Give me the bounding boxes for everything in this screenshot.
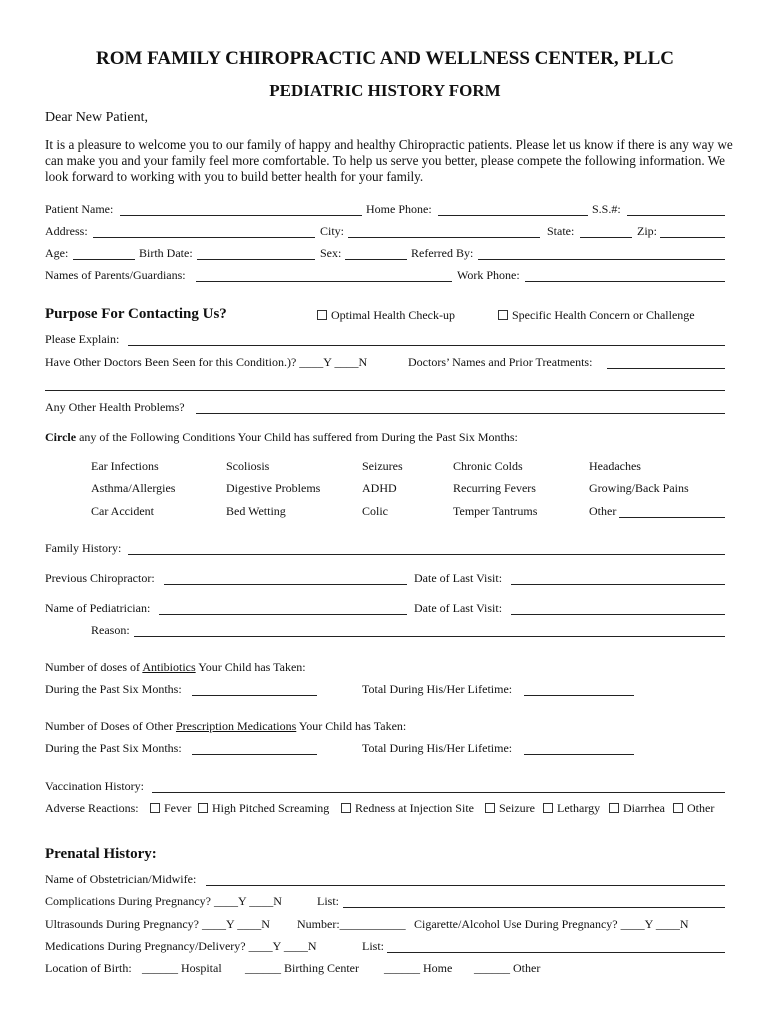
medications-list-field[interactable] [387,952,725,953]
sex-label: Sex: [320,246,342,260]
ped-last-visit-label: Date of Last Visit: [414,601,503,615]
salutation: Dear New Patient, [45,110,149,125]
checkbox-icon [150,803,160,813]
prev-chiro-label: Previous Chiropractor: [45,571,155,585]
parents-label: Names of Parents/Guardians: [45,268,186,282]
condition-item[interactable]: Bed Wetting [226,504,286,518]
state-field[interactable] [580,237,632,238]
pediatrician-field[interactable] [159,614,407,615]
referred-by-field[interactable] [478,259,725,260]
checkbox-icon [317,310,327,320]
conditions-intro-text: any of the Following Conditions Your Child has suffered from During the Past Six Months: [76,430,518,444]
seizure-option[interactable] [485,802,535,814]
pediatrician-label: Name of Pediatrician: [45,601,151,615]
prescriptions-term: Prescription Medications [175,719,297,733]
prescriptions-lifetime-label: Total During His/Her Lifetime: [362,741,513,755]
condition-item[interactable]: Chronic Colds [453,459,523,473]
other-reaction-option[interactable] [673,802,714,814]
birth-location-label: Location of Birth: [45,961,132,975]
patient-name-field[interactable] [120,215,362,216]
obstetrician-label: Name of Obstetrician/Midwife: [45,872,197,886]
prescriptions-question [45,720,406,732]
doctors-names-field-2[interactable] [45,390,725,391]
birth-date-field[interactable] [197,259,315,260]
explain-field[interactable] [128,345,725,346]
checkbox-icon [673,803,683,813]
seizure-label: Seizure [499,801,535,815]
work-phone-field[interactable] [525,281,725,282]
ultrasound-number-label: Number:___________ [297,917,406,931]
condition-item[interactable]: Colic [362,504,388,518]
circle-word: Circle [45,430,77,444]
work-phone-label: Work Phone: [457,268,520,282]
complications-list-label: List: [317,894,340,908]
cigarette-alcohol-label: Cigarette/Alcohol Use During Pregnancy? ____Y ____N [414,917,689,931]
antibiotics-term: Antibiotics [142,660,196,674]
antibiotics-six-months-field[interactable] [192,695,317,696]
birthing-center-option[interactable]: ______ Birthing Center [245,961,359,975]
antibiotics-pre: Number of doses of [45,660,143,674]
conditions-intro [45,431,518,443]
purpose-heading: Purpose For Contacting Us? [45,306,227,322]
fever-option[interactable] [150,802,191,814]
high-pitched-screaming-option[interactable] [198,802,329,814]
prescriptions-six-months-label: During the Past Six Months: [45,741,182,755]
specific-concern-option[interactable] [498,309,695,321]
redness-option[interactable] [341,802,474,814]
lethargy-label: Lethargy [557,801,601,815]
antibiotics-question [45,661,306,673]
other-problems-label: Any Other Health Problems? [45,400,185,414]
specific-concern-label: Specific Health Concern or Challenge [512,308,695,322]
explain-label: Please Explain: [45,332,120,346]
sex-field[interactable] [345,259,407,260]
medications-list-label: List: [362,939,385,953]
checkbox-icon [341,803,351,813]
other-condition-field[interactable] [619,517,725,518]
reason-field[interactable] [134,636,725,637]
age-field[interactable] [73,259,135,260]
diarrhea-option[interactable] [609,802,665,814]
condition-item[interactable]: Temper Tantrums [453,504,538,518]
optimal-health-label: Optimal Health Check-up [331,308,455,322]
checkbox-icon [198,803,208,813]
screaming-label: High Pitched Screaming [212,801,330,815]
other-birth-option[interactable]: ______ Other [474,961,541,975]
home-phone-label: Home Phone: [366,202,432,216]
birth-date-label: Birth Date: [139,246,193,260]
antibiotics-post: Your Child has Taken: [195,660,306,674]
chiro-last-visit-field[interactable] [511,584,725,585]
prenatal-heading: Prenatal History: [45,846,157,862]
redness-label: Redness at Injection Site [355,801,474,815]
zip-label: Zip: [637,224,657,238]
checkbox-icon [498,310,508,320]
checkbox-icon [609,803,619,813]
antibiotics-six-months-label: During the Past Six Months: [45,682,182,696]
complications-label: Complications During Pregnancy? ____Y ____N [45,894,282,908]
condition-item[interactable]: Headaches [589,459,641,473]
family-history-field[interactable] [128,554,725,555]
city-field[interactable] [348,237,540,238]
fever-label: Fever [164,801,192,815]
chiro-last-visit-label: Date of Last Visit: [414,571,503,585]
hospital-option[interactable]: ______ Hospital [142,961,222,975]
complications-list-field[interactable] [343,907,725,908]
zip-field[interactable] [660,237,725,238]
antibiotics-lifetime-label: Total During His/Her Lifetime: [362,682,513,696]
vaccination-label: Vaccination History: [45,779,144,793]
referred-by-label: Referred By: [411,246,474,260]
prev-chiro-field[interactable] [164,584,407,585]
doctors-names-label: Doctors’ Names and Prior Treatments: [408,355,593,369]
antibiotics-lifetime-field[interactable] [524,695,634,696]
ss-label: S.S.#: [592,202,621,216]
condition-item[interactable]: Ear Infections [91,459,159,473]
other-doctors-label: Have Other Doctors Been Seen for this Condition.)? ____Y ____N [45,355,368,369]
condition-item[interactable]: Car Accident [91,504,154,518]
prescriptions-post: Your Child has Taken: [296,719,407,733]
other-reaction-label: Other [687,801,715,815]
doctors-names-field[interactable] [607,368,725,369]
prescriptions-six-months-field[interactable] [192,754,317,755]
prescriptions-lifetime-field[interactable] [524,754,634,755]
checkbox-icon [485,803,495,813]
ultrasounds-label: Ultrasounds During Pregnancy? ____Y ____N [45,917,270,931]
family-history-label: Family History: [45,541,122,555]
intro-paragraph: It is a pleasure to welcome you to our family of happy and healthy Chiropractic patients. Please let us know if there is any way we can make you and your family feel more comfortable. To help us serve you better, please compete the following information. We look forward to working with you to build better health for your family. [45,137,733,184]
condition-item[interactable]: Digestive Problems [226,481,321,495]
condition-item[interactable]: Other [589,504,617,518]
vaccination-field[interactable] [152,792,725,793]
adverse-reactions-label: Adverse Reactions: [45,801,139,815]
patient-name-label: Patient Name: [45,202,114,216]
reason-label: Reason: [91,623,130,637]
condition-item[interactable]: Asthma/Allergies [91,481,176,495]
ped-last-visit-field[interactable] [511,614,725,615]
address-label: Address: [45,224,88,238]
ss-field[interactable] [627,215,725,216]
condition-item[interactable]: Recurring Fevers [453,481,536,495]
age-label: Age: [45,246,69,260]
city-label: City: [320,224,345,238]
diarrhea-label: Diarrhea [623,801,665,815]
checkbox-icon [543,803,553,813]
other-problems-field[interactable] [196,413,725,414]
obstetrician-field[interactable] [206,885,725,886]
home-option[interactable]: ______ Home [384,961,453,975]
org-title: ROM FAMILY CHIROPRACTIC AND WELLNESS CENTER, PLLC [96,48,674,69]
condition-item[interactable]: Growing/Back Pains [589,481,689,495]
condition-item[interactable]: Scoliosis [226,459,270,473]
home-phone-field[interactable] [438,215,588,216]
parents-field[interactable] [196,281,452,282]
condition-item[interactable]: ADHD [362,481,397,495]
state-label: State: [547,224,575,238]
optimal-health-option[interactable] [317,309,455,321]
lethargy-option[interactable] [543,802,600,814]
medications-label: Medications During Pregnancy/Delivery? ____Y ____N [45,939,317,953]
prescriptions-pre: Number of Doses of Other [45,719,176,733]
condition-item[interactable]: Seizures [362,459,403,473]
form-title: PEDIATRIC HISTORY FORM [269,81,501,100]
address-field[interactable] [93,237,315,238]
